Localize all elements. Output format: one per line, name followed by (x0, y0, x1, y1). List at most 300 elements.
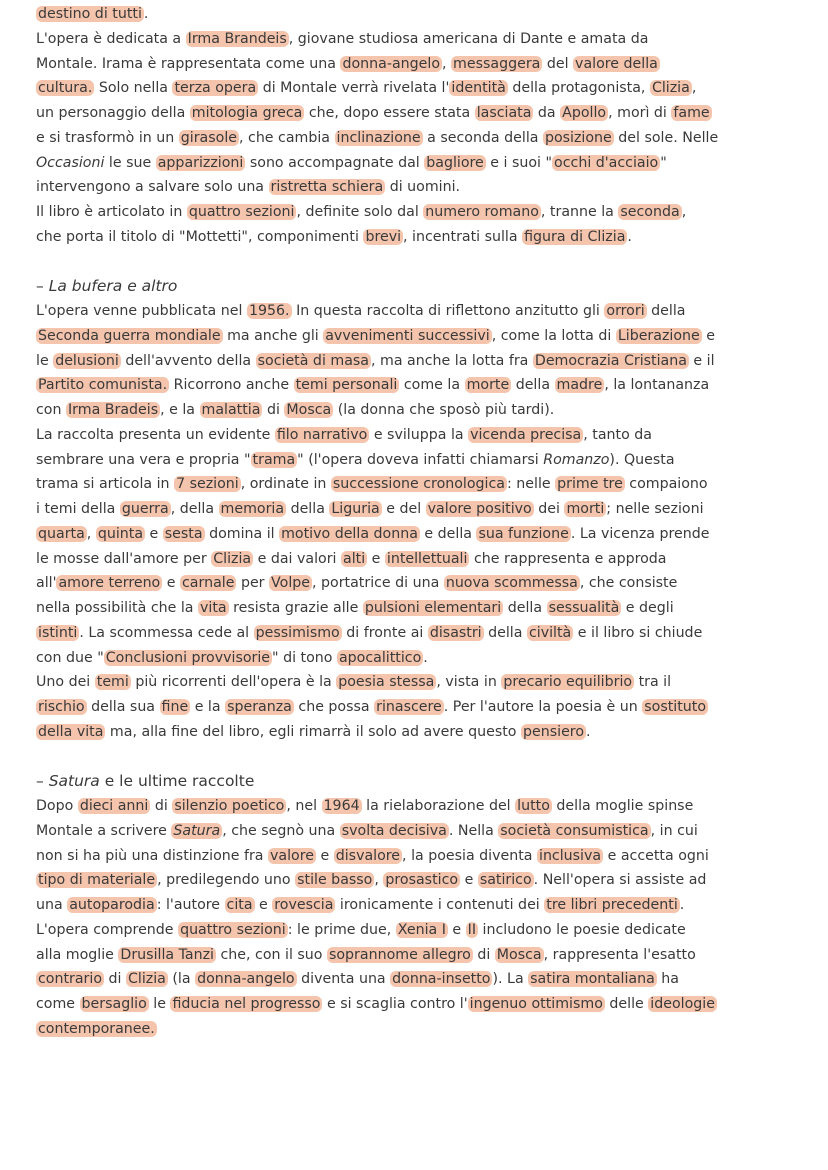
text-run: e dai valori (253, 550, 341, 567)
text-run: le sue (104, 154, 156, 171)
notes-body (36, 2, 796, 1042)
text-run: le (148, 996, 171, 1012)
text-run: , (442, 55, 452, 72)
highlighted-term: ingenuo ottimismo (469, 996, 603, 1012)
text-line (36, 943, 796, 968)
highlighted-term: Liguria (331, 501, 380, 517)
highlighted-term: poesia stessa (338, 674, 435, 691)
highlighted-term: Volpe (271, 575, 310, 592)
text-run: (la (167, 971, 196, 988)
highlighted-term: donna-angelo (197, 971, 295, 988)
work-title: Occasioni (36, 154, 105, 171)
highlighted-term: fine (161, 699, 189, 715)
text-line (36, 720, 796, 745)
text-run: dei (533, 501, 565, 517)
highlighted-term: memoria (220, 501, 285, 517)
text-run: della (483, 624, 527, 641)
highlighted-term: donna-insetto (392, 971, 491, 988)
highlighted-term: quarta (38, 525, 85, 542)
text-run: . La scommessa cede al (79, 624, 254, 641)
text-run: resista grazie alle (228, 600, 363, 616)
highlighted-term: seconda (620, 204, 680, 220)
text-run: tra il (634, 674, 672, 691)
text-run: delle (604, 996, 649, 1012)
highlighted-term: precario equilibrio (503, 674, 633, 691)
highlighted-term: mitologia greca (191, 105, 303, 121)
text-line (36, 126, 796, 151)
text-run: e (367, 550, 385, 567)
highlighted-term: ristretta schiera (270, 179, 384, 196)
highlighted-term: Clizia (651, 80, 690, 97)
highlighted-term: contemporanee. (38, 1020, 155, 1037)
text-run: di fronte ai (341, 624, 428, 641)
text-run: della moglie spinse (551, 798, 694, 814)
text-line (36, 646, 796, 671)
work-title: Satura (48, 772, 100, 791)
text-run: un personaggio della (36, 105, 190, 121)
text-line (36, 225, 796, 250)
text-run: e il (688, 352, 715, 369)
text-run: e del (381, 501, 426, 517)
text-run: della (646, 303, 686, 319)
text-line (36, 670, 796, 695)
text-run: compaiono (624, 476, 708, 493)
text-run: ironicamente i contenuti dei (335, 897, 545, 913)
text-run: , rappresenta l'esatto (543, 946, 696, 963)
highlighted-term: stile basso (297, 872, 373, 889)
text-run: La raccolta presenta un evidente (36, 426, 275, 443)
text-run: di (104, 971, 126, 988)
highlighted-term: motivo della donna (281, 525, 418, 542)
highlighted-term: Mosca (496, 946, 542, 963)
text-run: L'opera venne pubblicata nel (36, 303, 247, 319)
text-line (36, 621, 796, 646)
highlighted-term: brevi (365, 228, 402, 245)
text-line (36, 547, 796, 572)
text-run: e le ultime raccolte (99, 772, 255, 791)
text-run: . Per l'autore la poesia è un (443, 699, 643, 715)
section-heading (36, 769, 796, 794)
highlighted-term: orrori (606, 303, 645, 319)
highlighted-term: speranza (227, 699, 292, 715)
text-line (36, 76, 796, 101)
highlighted-term: trama (252, 451, 296, 468)
highlighted-term: carnale (182, 575, 235, 592)
text-run: ). Questa (609, 451, 675, 468)
highlighted-term: Clizia (213, 550, 252, 567)
highlighted-term: posizione (544, 129, 612, 146)
text-line (36, 151, 796, 176)
highlighted-term: identità (451, 80, 506, 97)
text-run: e (145, 525, 163, 542)
text-run: che porta il titolo di "Mottetti", componimenti (36, 228, 364, 245)
highlighted-term: Irma Brandeis (187, 30, 287, 47)
text-run: la rielaborazione del (361, 798, 516, 814)
text-run: , la lontananza (604, 377, 710, 394)
highlighted-term: morti (566, 501, 605, 517)
text-run: . Nell'opera si assiste ad (533, 872, 707, 889)
work-title: La bufera e altro (48, 277, 178, 296)
highlighted-term: Liberazione (617, 327, 700, 344)
text-run: – (36, 772, 49, 791)
text-run: , che consiste (579, 575, 678, 592)
highlighted-term: 1964 (323, 798, 360, 814)
highlighted-term: società di masa (257, 352, 369, 369)
text-run: intervengono a salvare solo una (36, 179, 269, 196)
highlighted-term: donna-angelo (342, 55, 441, 72)
text-run: . (423, 649, 428, 666)
highlighted-term: valore (270, 847, 314, 864)
text-run: Ricorrono anche (169, 377, 294, 394)
highlighted-term: guerra (121, 501, 169, 517)
highlighted-term: satirico (479, 872, 532, 889)
text-run: – (36, 277, 49, 296)
text-line (36, 101, 796, 126)
text-run: di Montale verrà rivelata l' (258, 80, 450, 97)
highlighted-term: rovescia (274, 897, 334, 913)
highlighted-term: svolta decisiva (341, 822, 447, 839)
text-run: , vista in (436, 674, 502, 691)
text-run: : le prime due, (287, 921, 396, 938)
highlighted-term: satira montaliana (530, 971, 655, 988)
text-run: ha (656, 971, 679, 988)
text-run: non si ha più una distinzione fra (36, 847, 269, 864)
text-run: , incentrati sulla (403, 228, 523, 245)
text-run: alla moglie (36, 946, 119, 963)
text-run: , (374, 872, 384, 889)
highlighted-term: terza opera (174, 80, 257, 97)
text-run: per (236, 575, 270, 592)
text-run: , (681, 204, 687, 220)
text-run: , morì di (608, 105, 672, 121)
text-run: ma, alla fine del libro, egli rimarrà il solo ad avere questo (105, 723, 522, 740)
highlighted-term: Partito comunista. (38, 377, 168, 394)
highlighted-term: valore positivo (427, 501, 532, 517)
highlighted-term: cultura. (38, 80, 93, 97)
highlighted-term: girasole (180, 129, 237, 146)
text-line (36, 695, 796, 720)
text-line (36, 868, 796, 893)
text-run: di (472, 946, 495, 963)
highlighted-term: temi personali (295, 377, 398, 394)
text-run: del (542, 55, 574, 72)
text-run: e (460, 872, 478, 889)
text-line (36, 448, 796, 473)
text-run: , tranne la (540, 204, 619, 220)
text-line (36, 52, 796, 77)
text-run: ). La (492, 971, 529, 988)
text-run: a seconda della (422, 129, 543, 146)
text-line (36, 596, 796, 621)
text-run: : nelle (507, 476, 556, 493)
text-run: e accetta ogni (603, 847, 709, 864)
highlighted-term: madre (556, 377, 603, 394)
text-line (36, 794, 796, 819)
highlighted-term: inclinazione (336, 129, 421, 146)
text-run: con (36, 402, 66, 418)
text-run: più ricorrenti dell'opera è la (130, 674, 337, 691)
text-line (36, 472, 796, 497)
highlighted-term: società consumistica (500, 822, 649, 839)
highlighted-term: Irma Bradeis (67, 402, 159, 418)
text-run: Montale. Irama è rappresentata come una (36, 55, 341, 72)
highlighted-term: II (467, 921, 477, 938)
text-line (36, 918, 796, 943)
text-run: del sole. Nelle (613, 129, 719, 146)
highlighted-term: sostituto (644, 699, 707, 715)
text-run: , la poesia diventa (402, 847, 537, 864)
text-run: , tanto da (583, 426, 652, 443)
highlighted-term: inclusiva (539, 847, 602, 864)
text-run: (la donna che sposò più tardi). (333, 402, 555, 418)
text-run: : l'autore (156, 897, 225, 913)
text-run: che rappresenta e approda (469, 550, 667, 567)
text-line (36, 522, 796, 547)
highlighted-term: Conclusioni provvisorie (105, 649, 271, 666)
work-title: Romanzo (543, 451, 610, 468)
text-run: , giovane studiosa americana di Dante e amata da (288, 30, 649, 47)
highlighted-term: quinta (97, 525, 144, 542)
text-run: che, con il suo (215, 946, 327, 963)
text-line (36, 398, 796, 423)
highlighted-term: apparizzioni (157, 154, 244, 171)
text-run: . (143, 6, 149, 22)
text-run: , della (170, 501, 219, 517)
text-run: e la (190, 699, 226, 715)
text-line (36, 373, 796, 398)
highlighted-term: Apollo (562, 105, 607, 121)
text-run: ; nelle sezioni (606, 501, 704, 517)
highlighted-term: pulsioni elementari (364, 600, 502, 616)
text-run: Dopo (36, 798, 78, 814)
text-run: e (447, 921, 466, 938)
text-run: diventa una (296, 971, 391, 988)
text-run: , e la (160, 402, 200, 418)
highlighted-term: della vita (38, 723, 104, 740)
text-run: le mosse dall'amore per (36, 550, 212, 567)
highlighted-term: autoparodia (69, 897, 155, 913)
text-run: , ordinate in (240, 476, 331, 493)
highlighted-term: sesta (164, 525, 203, 542)
text-run: e della (419, 525, 477, 542)
section-spacer (36, 745, 796, 770)
highlighted-term: malattia (201, 402, 261, 418)
highlighted-term: 1956. (248, 303, 290, 319)
highlighted-term: pensiero (523, 723, 585, 740)
text-run: della (511, 377, 555, 394)
text-run: , portatrice di una (312, 575, 444, 592)
text-line (36, 349, 796, 374)
highlighted-term: rischio (38, 699, 85, 715)
highlighted-term: vita (200, 600, 227, 616)
text-line (36, 967, 796, 992)
text-run: sembrare una vera e propria " (36, 451, 251, 468)
highlighted-term: bagliore (426, 154, 484, 171)
text-run: le (36, 352, 54, 369)
text-line (36, 571, 796, 596)
text-run: che, dopo essere stata (304, 105, 475, 121)
highlighted-term: rinascere (376, 699, 442, 715)
text-run: come (36, 996, 80, 1012)
text-run: con due " (36, 649, 104, 666)
highlighted-term: sessualità (548, 600, 620, 616)
highlighted-term: tipo di materiale (38, 872, 156, 889)
text-run: all' (36, 575, 57, 592)
text-line (36, 2, 796, 27)
text-run: , (691, 80, 697, 97)
text-run: . (679, 897, 685, 913)
highlighted-term: alti (343, 550, 366, 567)
text-line (36, 844, 796, 869)
highlighted-term: quattro sezioni (188, 204, 295, 220)
text-run: e si scaglia contro l' (322, 996, 468, 1012)
highlighted-term: disastri (429, 624, 482, 641)
text-line (36, 200, 796, 225)
highlighted-term: ideologie (650, 996, 715, 1012)
text-run: e si trasformò in un (36, 129, 179, 146)
highlighted-term: messaggera (453, 55, 541, 72)
highlighted-term: temi (96, 674, 129, 691)
text-run: dell'avvento della (120, 352, 256, 369)
text-run: , ma anche la lotta fra (371, 352, 533, 369)
highlighted-term: prosastico (385, 872, 459, 889)
text-run: , predilegendo uno (157, 872, 296, 889)
text-run: e (254, 897, 273, 913)
highlighted-term: prime tre (557, 476, 623, 493)
highlighted-term: tre libri precedenti (546, 897, 678, 913)
text-run: che possa (293, 699, 375, 715)
highlighted-term: delusioni (55, 352, 119, 369)
text-run: " di tono (272, 649, 337, 666)
text-line (36, 819, 796, 844)
text-line (36, 299, 796, 324)
text-run: , come la lotta di (491, 327, 616, 344)
text-run: e (162, 575, 180, 592)
text-run: della protagonista, (507, 80, 650, 97)
highlighted-term: filo narrativo (276, 426, 368, 443)
highlighted-title: Satura (173, 822, 221, 839)
text-line (36, 497, 796, 522)
text-run: . (627, 228, 632, 245)
highlighted-term: Seconda guerra mondiale (38, 327, 221, 344)
highlighted-term: bersaglio (81, 996, 147, 1012)
highlighted-term: successione cronologica (332, 476, 505, 493)
highlighted-term: fiducia nel progresso (172, 996, 321, 1012)
highlighted-term: contrario (38, 971, 103, 988)
highlighted-term: occhi d'acciaio (554, 154, 659, 171)
text-run: e il libro si chiude (573, 624, 703, 641)
text-run: della (286, 501, 330, 517)
text-run: da (533, 105, 561, 121)
highlighted-term: vicenda precisa (470, 426, 582, 443)
text-run: e (315, 847, 334, 864)
highlighted-term: Clizia (128, 971, 166, 988)
text-run: Il libro è articolato in (36, 204, 187, 220)
text-run: , definite solo dal (296, 204, 424, 220)
text-run: L'opera comprende (36, 921, 179, 938)
text-run: domina il (204, 525, 280, 542)
highlighted-term: Mosca (286, 402, 332, 418)
highlighted-term: avvenimenti successivi (325, 327, 490, 344)
text-run: . La vicenza prende (570, 525, 710, 542)
text-run: della (503, 600, 547, 616)
highlighted-term: fame (673, 105, 710, 121)
text-run: includono le poesie dedicate (478, 921, 686, 938)
text-run: . (586, 723, 591, 740)
text-run: , che cambia (239, 129, 335, 146)
highlighted-term: istinti (38, 624, 78, 641)
text-run: Montale a scrivere (36, 822, 172, 839)
highlighted-term: 7 sezioni (176, 476, 239, 493)
text-run: e (701, 327, 715, 344)
highlighted-term: civiltà (528, 624, 572, 641)
highlighted-term: valore della (575, 55, 658, 72)
highlighted-term: lasciata (476, 105, 532, 121)
text-run: trama si articola in (36, 476, 175, 493)
text-run: L'opera è dedicata a (36, 30, 186, 47)
text-line (36, 324, 796, 349)
highlighted-term: Democrazia Cristiana (534, 352, 687, 369)
text-run: della sua (86, 699, 160, 715)
text-line (36, 893, 796, 918)
text-run: una (36, 897, 68, 913)
text-line (36, 1017, 796, 1042)
highlighted-term: soprannome allegro (328, 946, 471, 963)
text-run: sono accompagnate dal (245, 154, 425, 171)
highlighted-term: quattro sezioni (180, 921, 286, 938)
text-run: " (l'opera doveva infatti chiamarsi (297, 451, 544, 468)
text-run: e sviluppa la (369, 426, 469, 443)
text-run: , nel (286, 798, 322, 814)
highlighted-term: Drusilla Tanzi (120, 946, 214, 963)
text-run: , in cui (650, 822, 698, 839)
highlighted-term: apocalittico (338, 649, 422, 666)
text-line (36, 27, 796, 52)
highlighted-term: numero romano (425, 204, 539, 220)
highlighted-term: pessimismo (255, 624, 340, 641)
text-run: Solo nella (94, 80, 173, 97)
text-run: Uno dei (36, 674, 95, 691)
text-run: i temi della (36, 501, 120, 517)
highlighted-term: silenzio poetico (174, 798, 285, 814)
text-run: , (86, 525, 96, 542)
text-run: ma anche gli (222, 327, 324, 344)
text-run: , che segnò una (222, 822, 340, 839)
text-run: di (262, 402, 285, 418)
text-run: come la (399, 377, 465, 394)
highlighted-term: figura di Clizia (524, 228, 626, 245)
text-run: e degli (621, 600, 674, 616)
text-run: . Nella (448, 822, 499, 839)
highlighted-term: sua funzione (478, 525, 569, 542)
highlighted-term: morte (466, 377, 510, 394)
text-line (36, 423, 796, 448)
highlighted-term: cita (226, 897, 253, 913)
highlighted-term: dieci anni (79, 798, 149, 814)
section-heading (36, 274, 796, 299)
text-run: di uomini. (385, 179, 461, 196)
text-run: In questa raccolta di riflettono anzitutto gli (291, 303, 605, 319)
text-line (36, 992, 796, 1017)
highlighted-term: nuova scommessa (445, 575, 578, 592)
section-spacer (36, 250, 796, 275)
highlighted-term: lutto (517, 798, 550, 814)
text-run: nella possibilità che la (36, 600, 198, 616)
text-run: di (150, 798, 173, 814)
highlighted-term: disvalore (335, 847, 401, 864)
text-run: e i suoi " (485, 154, 553, 171)
text-run: " (660, 154, 667, 171)
